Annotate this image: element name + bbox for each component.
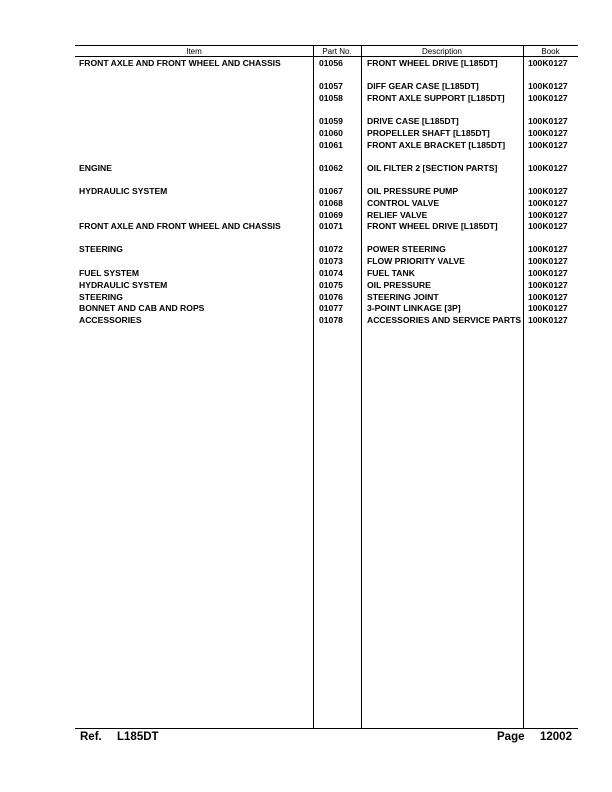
row-description: OIL PRESSURE bbox=[367, 280, 431, 290]
row-book: 100K0127 bbox=[528, 93, 568, 103]
row-description: FRONT WHEEL DRIVE [L185DT] bbox=[367, 221, 498, 231]
row-book: 100K0127 bbox=[528, 210, 568, 220]
row-part-no: 01060 bbox=[319, 128, 343, 138]
row-book: 100K0127 bbox=[528, 244, 568, 254]
row-description: FRONT AXLE SUPPORT [L185DT] bbox=[367, 93, 505, 103]
column-divider bbox=[313, 45, 314, 729]
row-book: 100K0127 bbox=[528, 303, 568, 313]
table-bottom-border bbox=[75, 728, 578, 729]
row-book: 100K0127 bbox=[528, 58, 568, 68]
header-item: Item bbox=[186, 47, 202, 56]
row-description: DIFF GEAR CASE [L185DT] bbox=[367, 81, 479, 91]
row-item: FRONT AXLE AND FRONT WHEEL AND CHASSIS bbox=[79, 58, 281, 68]
header-description: Description bbox=[421, 47, 462, 56]
row-part-no: 01073 bbox=[319, 256, 343, 266]
row-book: 100K0127 bbox=[528, 280, 568, 290]
row-part-no: 01059 bbox=[319, 116, 343, 126]
row-part-no: 01077 bbox=[319, 303, 343, 313]
ref-label: Ref. bbox=[80, 731, 102, 743]
row-book: 100K0127 bbox=[528, 198, 568, 208]
row-book: 100K0127 bbox=[528, 128, 568, 138]
row-part-no: 01069 bbox=[319, 210, 343, 220]
row-part-no: 01071 bbox=[319, 221, 343, 231]
row-item: STEERING bbox=[79, 244, 123, 254]
row-description: OIL FILTER 2 [SECTION PARTS] bbox=[367, 163, 498, 173]
row-description: RELIEF VALVE bbox=[367, 210, 428, 220]
page-label: Page bbox=[497, 731, 525, 743]
column-divider bbox=[361, 45, 362, 729]
row-description: FUEL TANK bbox=[367, 268, 415, 278]
row-part-no: 01075 bbox=[319, 280, 343, 290]
row-book: 100K0127 bbox=[528, 81, 568, 91]
row-part-no: 01074 bbox=[319, 268, 343, 278]
column-divider bbox=[523, 45, 524, 729]
row-book: 100K0127 bbox=[528, 140, 568, 150]
table-top-border bbox=[75, 45, 578, 46]
row-description: PROPELLER SHAFT [L185DT] bbox=[367, 128, 490, 138]
parts-table bbox=[75, 45, 578, 729]
row-description: CONTROL VALVE bbox=[367, 198, 440, 208]
row-description: POWER STEERING bbox=[367, 244, 446, 254]
row-part-no: 01058 bbox=[319, 93, 343, 103]
row-part-no: 01056 bbox=[319, 58, 343, 68]
row-book: 100K0127 bbox=[528, 163, 568, 173]
row-item: HYDRAULIC SYSTEM bbox=[79, 186, 168, 196]
row-description: OIL PRESSURE PUMP bbox=[367, 186, 459, 196]
row-item: ACCESSORIES bbox=[79, 315, 142, 325]
row-part-no: 01061 bbox=[319, 140, 343, 150]
row-book: 100K0127 bbox=[528, 268, 568, 278]
row-part-no: 01072 bbox=[319, 244, 343, 254]
row-item: FUEL SYSTEM bbox=[79, 268, 140, 278]
row-part-no: 01068 bbox=[319, 198, 343, 208]
row-description: DRIVE CASE [L185DT] bbox=[367, 116, 459, 126]
header-book: Book bbox=[541, 47, 560, 56]
row-book: 100K0127 bbox=[528, 292, 568, 302]
header-part-no: Part No. bbox=[322, 47, 352, 56]
row-book: 100K0127 bbox=[528, 221, 568, 231]
row-part-no: 01067 bbox=[319, 186, 343, 196]
row-description: ACCESSORIES AND SERVICE PARTS bbox=[367, 315, 522, 325]
row-item: STEERING bbox=[79, 292, 123, 302]
page-number: 12002 bbox=[540, 731, 572, 743]
row-item: ENGINE bbox=[79, 163, 112, 173]
row-item: BONNET AND CAB AND ROPS bbox=[79, 303, 205, 313]
row-book: 100K0127 bbox=[528, 186, 568, 196]
row-description: FLOW PRIORITY VALVE bbox=[367, 256, 465, 266]
header-divider bbox=[75, 56, 578, 57]
row-book: 100K0127 bbox=[528, 116, 568, 126]
row-item: FRONT AXLE AND FRONT WHEEL AND CHASSIS bbox=[79, 221, 281, 231]
row-part-no: 01076 bbox=[319, 292, 343, 302]
row-book: 100K0127 bbox=[528, 315, 568, 325]
row-part-no: 01057 bbox=[319, 81, 343, 91]
row-part-no: 01062 bbox=[319, 163, 343, 173]
row-item: HYDRAULIC SYSTEM bbox=[79, 280, 168, 290]
row-description: FRONT WHEEL DRIVE [L185DT] bbox=[367, 58, 498, 68]
row-description: FRONT AXLE BRACKET [L185DT] bbox=[367, 140, 506, 150]
row-description: 3-POINT LINKAGE [3P] bbox=[367, 303, 461, 313]
row-book: 100K0127 bbox=[528, 256, 568, 266]
row-description: STEERING JOINT bbox=[367, 292, 439, 302]
model-number: L185DT bbox=[117, 731, 159, 743]
row-part-no: 01078 bbox=[319, 315, 343, 325]
